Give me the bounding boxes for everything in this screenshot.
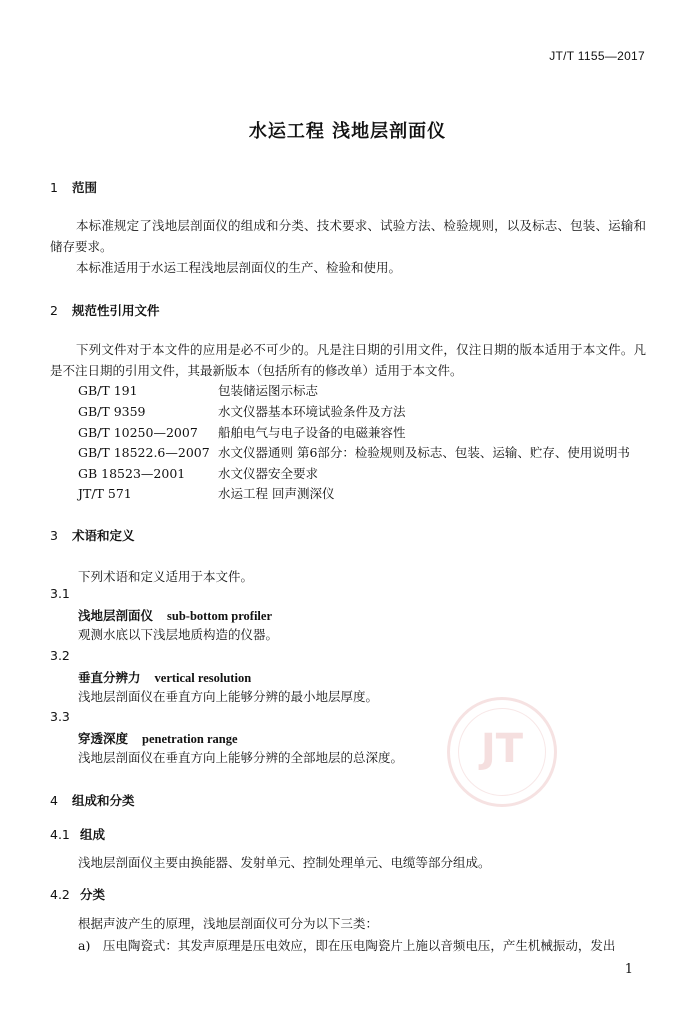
section-2-heading bbox=[50, 301, 160, 319]
term-english: penetration range bbox=[142, 732, 238, 746]
term-definition: 观测水底以下浅层地质构造的仪器。 bbox=[78, 627, 279, 642]
section-title: 组成 bbox=[80, 827, 106, 842]
section-1-paragraph-2: 本标准适用于水运工程浅地层剖面仪的生产、检验和使用。 bbox=[76, 260, 402, 275]
term-english: vertical resolution bbox=[154, 671, 252, 685]
standard-code: JT/T 1155—2017 bbox=[549, 49, 645, 63]
term-definition: 浅地层剖面仪在垂直方向上能够分辨的最小地层厚度。 bbox=[78, 689, 379, 704]
term-chinese: 浅地层剖面仪 bbox=[78, 608, 154, 623]
section-4-2-paragraph: 根据声波产生的原理，浅地层剖面仪可分为以下三类： bbox=[78, 916, 379, 931]
reference-row bbox=[78, 381, 318, 399]
reference-title: 水文仪器安全要求 bbox=[218, 466, 319, 481]
reference-code: GB 18523—2001 bbox=[78, 466, 186, 481]
section-title: 范围 bbox=[72, 180, 98, 195]
reference-code: GB/T 10250—2007 bbox=[78, 425, 198, 440]
page-number: 1 bbox=[624, 962, 633, 977]
reference-row bbox=[78, 402, 406, 420]
section-4-1-heading bbox=[50, 825, 105, 843]
reference-title: 水文仪器基本环境试验条件及方法 bbox=[218, 404, 406, 419]
section-title: 术语和定义 bbox=[72, 528, 135, 543]
section-4-2-heading bbox=[50, 885, 105, 903]
reference-code: GB/T 18522.6—2007 bbox=[78, 445, 210, 460]
term-chinese: 穿透深度 bbox=[78, 731, 129, 746]
term-heading bbox=[78, 606, 272, 624]
reference-code: GB/T 9359 bbox=[78, 404, 146, 419]
jt-watermark-stamp bbox=[447, 697, 557, 807]
section-1-heading bbox=[50, 178, 97, 196]
section-title: 组成和分类 bbox=[72, 793, 135, 808]
reference-row bbox=[78, 443, 630, 461]
section-number: 2 bbox=[50, 303, 58, 318]
term-chinese: 垂直分辨力 bbox=[78, 670, 141, 685]
term-definition: 浅地层剖面仪在垂直方向上能够分辨的全部地层的总深度。 bbox=[78, 750, 404, 765]
term-english: sub-bottom profiler bbox=[167, 609, 272, 623]
section-title: 规范性引用文件 bbox=[72, 303, 160, 318]
section-number: 4.2 bbox=[50, 887, 70, 902]
term-heading bbox=[78, 668, 251, 686]
watermark-text: JT bbox=[480, 726, 524, 772]
list-item-a: a) 压电陶瓷式：其发声原理是压电效应，即在压电陶瓷片上施以音频电压，产生机械振动，发出 bbox=[78, 938, 616, 953]
reference-row bbox=[78, 464, 318, 482]
reference-title: 水运工程 回声测深仪 bbox=[218, 486, 335, 501]
reference-code: GB/T 191 bbox=[78, 383, 138, 398]
section-4-heading bbox=[50, 791, 135, 809]
section-4-1-paragraph: 浅地层剖面仪主要由换能器、发射单元、控制处理单元、电缆等部分组成。 bbox=[78, 855, 491, 870]
reference-code: JT/T 571 bbox=[78, 486, 132, 501]
section-number: 3 bbox=[50, 528, 58, 543]
reference-row bbox=[78, 423, 406, 441]
section-number: 4 bbox=[50, 793, 58, 808]
section-3-heading bbox=[50, 526, 135, 544]
reference-row bbox=[78, 484, 334, 502]
reference-title: 包装储运图示标志 bbox=[218, 383, 319, 398]
section-1-paragraph-1: 本标准规定了浅地层剖面仪的组成和分类、技术要求、试验方法、检验规则，以及标志、包装、运输和储存要求。 bbox=[50, 218, 646, 254]
document-title: 水运工程 浅地层剖面仪 bbox=[248, 121, 447, 142]
reference-title: 水文仪器通则 第6部分：检验规则及标志、包装、运输、贮存、使用说明书 bbox=[218, 445, 630, 460]
term-number: 3.3 bbox=[50, 709, 70, 724]
section-3-intro: 下列术语和定义适用于本文件。 bbox=[78, 569, 254, 584]
term-number: 3.1 bbox=[50, 586, 70, 601]
section-number: 1 bbox=[50, 180, 58, 195]
section-2-paragraph: 下列文件对于本文件的应用是必不可少的。凡是注日期的引用文件，仅注日期的版本适用于本文件。凡是不注日期的引用文件，其最新版本（包括所有的修改单）适用于本文件。 bbox=[50, 342, 646, 378]
term-number: 3.2 bbox=[50, 648, 70, 663]
section-number: 4.1 bbox=[50, 827, 70, 842]
term-heading bbox=[78, 729, 238, 747]
section-title: 分类 bbox=[80, 887, 106, 902]
reference-title: 船舶电气与电子设备的电磁兼容性 bbox=[218, 425, 406, 440]
